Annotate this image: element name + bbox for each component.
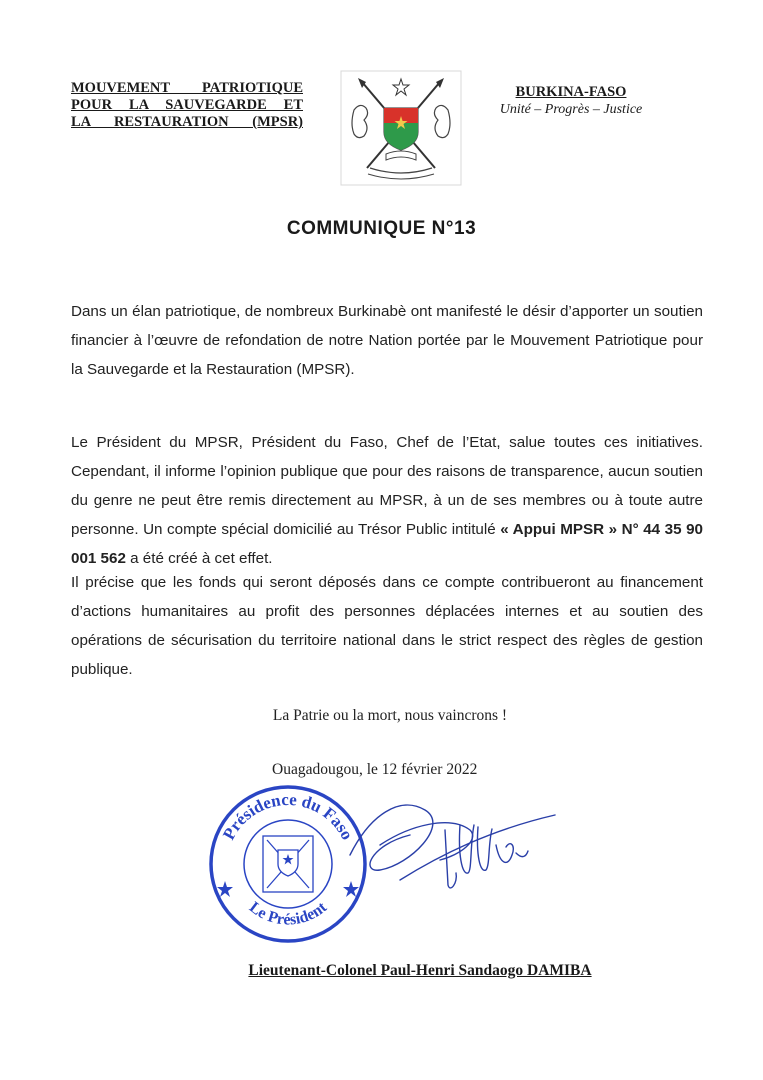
org-line-1: MOUVEMENT PATRIOTIQUE <box>71 80 303 96</box>
country-block <box>486 83 656 119</box>
closing-motto: La Patrie ou la mort, nous vaincrons ! <box>272 707 508 724</box>
communique-title: COMMUNIQUE N°13 <box>286 218 477 239</box>
svg-text:Présidence du Faso <box>219 790 357 843</box>
stamp-top-text: Présidence du Faso <box>219 789 358 843</box>
issuing-organization <box>71 80 303 131</box>
org-line-3: LA RESTAURATION (MPSR) <box>71 114 303 130</box>
paragraph-2-intro: Le Président du MPSR, Président du Faso, Chef de l’Etat, salue toutes ces initiatives. Cependant, il informe l’opinion publique que pour des raisons de transparence, aucun soutien du genre ne peut être remis directement au MPSR, à un de ses membres ou à toute autre personne. Un compte spécial domicilié au Trésor Public intitulé <box>71 434 703 538</box>
coat-of-arms-emblem <box>340 70 462 186</box>
account-number: « Appui MPSR » N° 44 35 90 001 562 <box>71 521 703 567</box>
handwritten-signature <box>340 785 560 905</box>
org-line-2: POUR LA SAUVEGARDE ET <box>71 97 303 113</box>
paragraph-2 <box>71 428 703 573</box>
stamp-bottom-text: Le Président <box>245 898 331 929</box>
country-name: BURKINA-FASO <box>515 84 627 100</box>
place-and-date: Ouagadougou, le 12 février 2022 <box>272 761 478 778</box>
paragraph-1: Dans un élan patriotique, de nombreux Burkinabè ont manifesté le désir d’apporter un soutien financier à l’œuvre de refondation de notre Nation portée par le Mouvement Patriotique pour la Sauvegarde et la Restauration (MPSR). <box>71 303 703 378</box>
paragraph-3: Il précise que les fonds qui seront déposés dans ce compte contribueront au financement d’actions humanitaires au profit des personnes déplacées internes et au soutien des opérations de sécurisation du territoire national dans le strict respect des règles de gestion publique. <box>71 574 703 678</box>
signatory-name: Lieutenant-Colonel Paul-Henri Sandaogo DAMIBA <box>248 962 592 979</box>
national-motto: Unité – Progrès – Justice <box>499 102 643 117</box>
paragraph-2-end: a été créé à cet effet. <box>125 550 273 567</box>
svg-text:Le Président <box>246 899 331 929</box>
